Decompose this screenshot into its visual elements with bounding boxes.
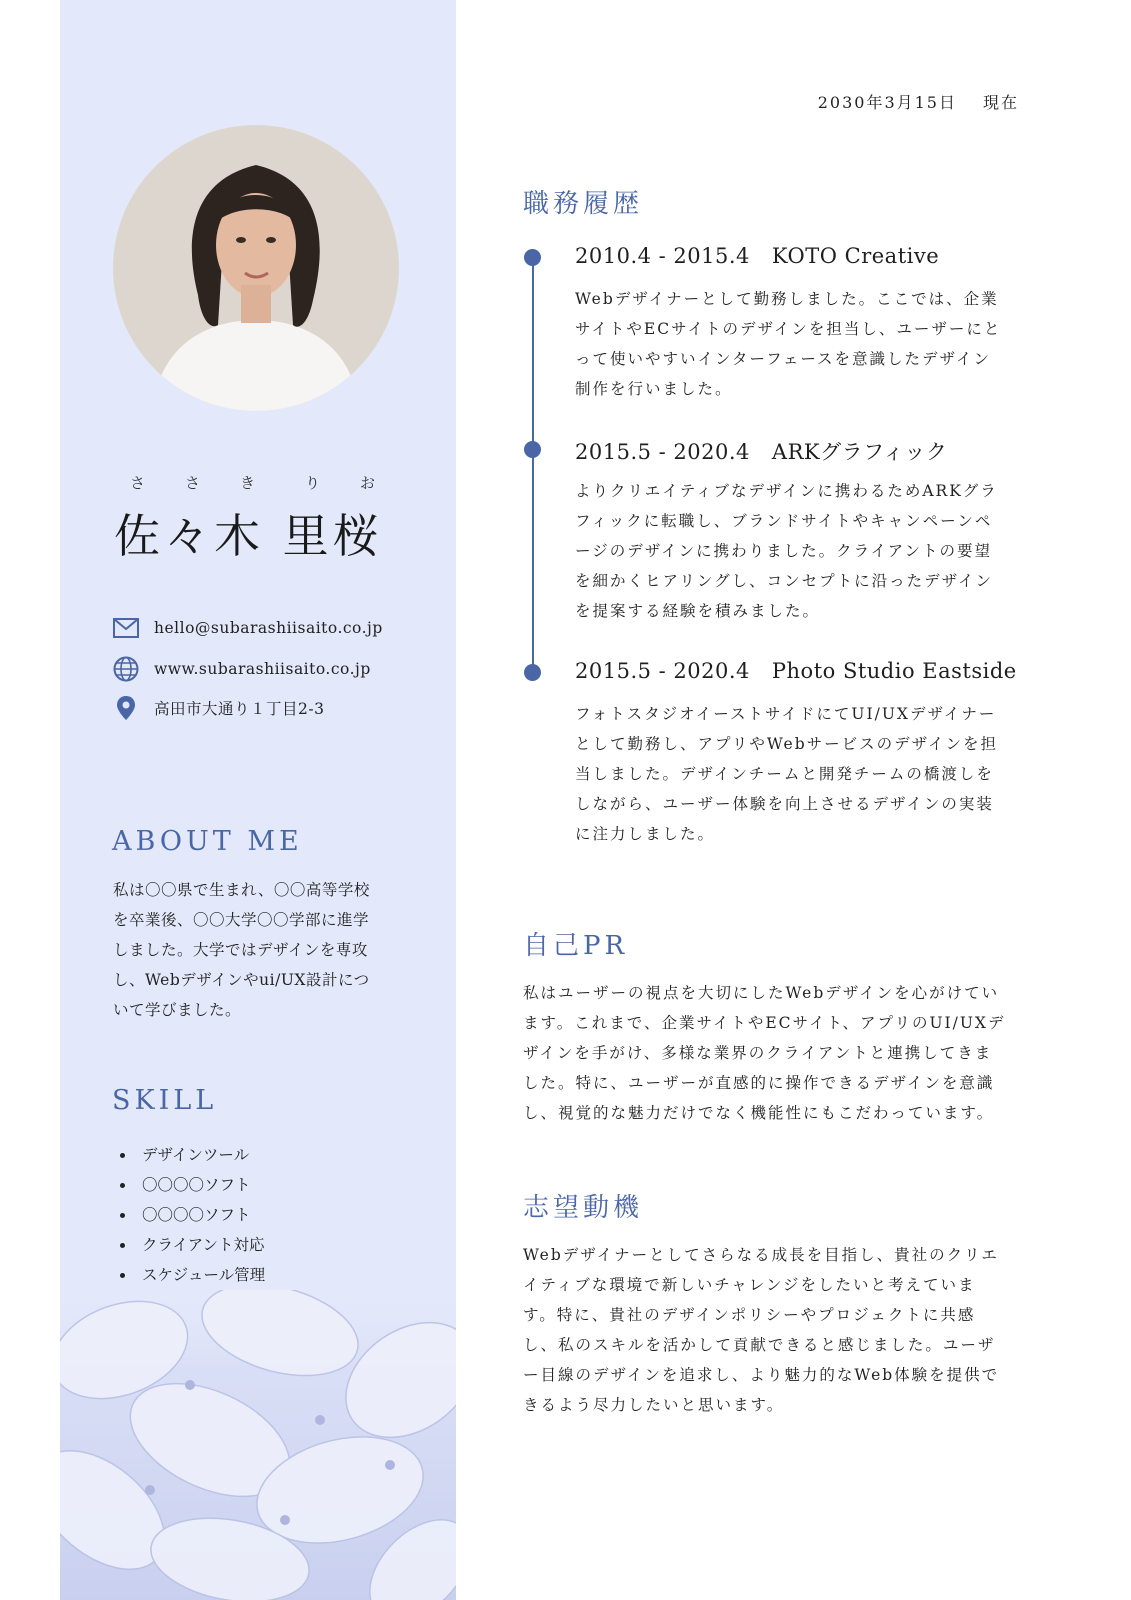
pr-heading: 自己PR [523,931,629,961]
timeline-line [532,257,534,673]
motivation-line: し、私のスキルを活かして貢献できると感じました。ユーザ [523,1336,996,1354]
pr-text [523,978,1023,1128]
about-text [113,875,408,1025]
pr-line: ます。これまで、企業サイトやECサイト、アプリのUI/UXデ [523,1014,1006,1032]
job-line: として勤務し、アプリやWebサービスのデザインを担 [575,735,999,753]
skill-item: スケジュール管理 [120,1260,265,1290]
job-period: 2010.4 - 2015.4 [575,244,750,268]
skill-item: 〇〇〇〇ソフト [120,1200,265,1230]
ruby-char: り [305,474,321,492]
motivation-line: Webデザイナーとしてさらなる成長を目指し、貴社のクリエ [523,1246,999,1264]
email-link[interactable]: hello@subarashiisaito.co.jp [154,619,383,637]
pr-line: 私はユーザーの視点を大切にしたWebデザインを心がけてい [523,984,1000,1002]
job-company: KOTO Creative [771,244,940,268]
pr-line: した。特に、ユーザーが直感的に操作できるデザインを意識 [523,1074,995,1092]
job-title [575,244,939,268]
job-line: を提案する経験を積みました。 [575,602,821,620]
website-link[interactable]: www.subarashiisaito.co.jp [154,660,371,678]
about-line: しました。大学ではデザインを専攻 [113,941,368,959]
skill-list [120,1140,265,1290]
profile-photo [113,125,399,411]
mail-icon [112,614,140,642]
job-company: ARKグラフィック [771,440,948,464]
ruby-char: お [360,474,376,492]
timeline-dot [524,249,541,266]
document-date [818,90,1019,113]
job-line: サイトやECサイトのデザインを担当し、ユーザーにと [575,320,1002,338]
job-line: 当しました。デザインチームと開発チームの橋渡しを [575,765,994,783]
location-pin-icon [112,694,140,722]
job-line: よりクリエイティブなデザインに携わるためARKグラ [575,482,998,500]
job-description [575,699,1020,849]
name-ruby [117,472,397,492]
job-line: ージのデザインに携わりました。クライアントの要望 [575,542,993,560]
job-description [575,284,1020,404]
job-period: 2015.5 - 2020.4 [575,659,750,683]
job-line: に注力しました。 [575,825,716,843]
job-line: 制作を行いました。 [575,380,733,398]
website-row [112,655,371,683]
job-line: フィックに転職し、ブランドサイトやキャンペーンペ [575,512,993,530]
job-line: Webデザイナーとして勤務しました。ここでは、企業 [575,290,999,308]
hydrangea-decoration [60,1290,456,1600]
email-row [112,614,383,642]
globe-icon [112,655,140,683]
date-value: 2030年3月15日 [817,93,957,112]
motivation-text [523,1240,1023,1420]
job-description [575,476,1020,626]
address-row [112,694,324,722]
job-period: 2015.5 - 2020.4 [575,440,750,464]
pr-line: し、視覚的な魅力だけでなく機能性にもこだわっています。 [523,1104,995,1122]
career-heading: 職務履歴 [523,189,644,219]
skill-item: デザインツール [120,1140,265,1170]
motivation-line: す。特に、貴社のデザインポリシーやプロジェクトに共感 [523,1306,976,1324]
job-company: Photo Studio Eastside [771,659,1017,683]
now-label: 現在 [982,93,1019,112]
full-name: 佐々木 里桜 [114,509,383,563]
motivation-line: ー目線のデザインを追求し、より魅力的なWeb体験を提供で [523,1366,1000,1384]
ruby-char: き [240,474,256,492]
about-line: を卒業後、〇〇大学〇〇学部に進学 [113,911,370,929]
address-text: 高田市大通り１丁目2-3 [154,700,325,718]
job-line: フォトスタジオイーストサイドにてUI/UXデザイナー [575,705,997,723]
job-line: しながら、ユーザー体験を向上させるデザインの実装 [575,795,994,813]
motivation-heading: 志望動機 [523,1193,644,1223]
job-line: って使いやすいインターフェースを意識したデザイン [575,350,991,368]
timeline-dot [524,664,541,681]
ruby-char: さ [130,474,146,492]
skill-heading: SKILL [112,1085,218,1116]
about-line: 私は〇〇県で生まれ、〇〇高等学校 [113,881,370,899]
ruby-char: さ [185,474,201,492]
about-heading: ABOUT ME [112,826,303,857]
pr-line: ザインを手がけ、多様な業界のクライアントと連携してきま [523,1044,993,1062]
about-line: し、Webデザインやui/UX設計につ [113,971,370,989]
job-title [575,659,1017,683]
timeline-dot [524,441,541,458]
motivation-line: イティブな環境で新しいチャレンジをしたいと考えていま [523,1276,976,1294]
job-title [575,436,947,466]
about-line: いて学びました。 [113,1001,242,1019]
skill-item: 〇〇〇〇ソフト [120,1170,265,1200]
motivation-line: きるよう尽力したいと思います。 [523,1396,785,1414]
job-line: を細かくヒアリングし、コンセプトに沿ったデザイン [575,572,993,590]
skill-item: クライアント対応 [120,1230,265,1260]
